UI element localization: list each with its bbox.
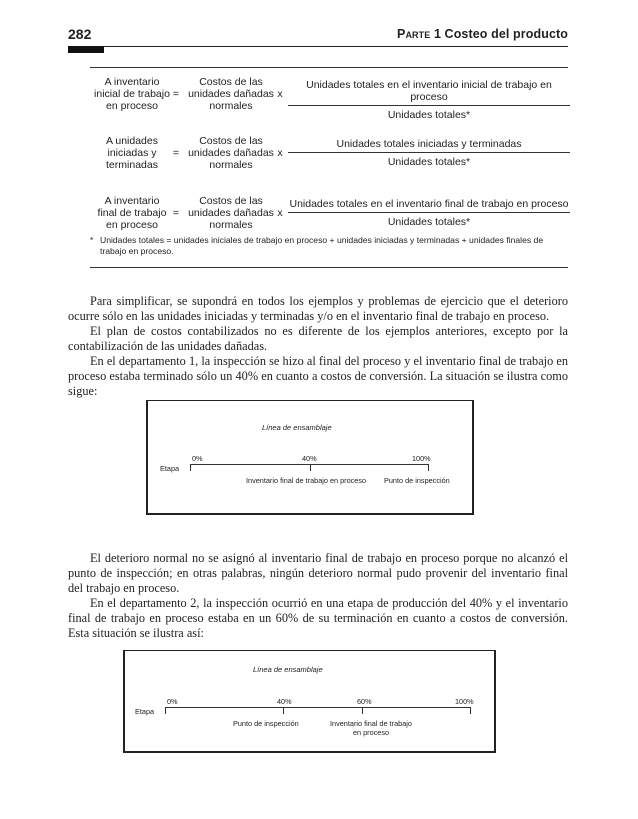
tick-100 <box>470 707 471 714</box>
fraction-numerator: Unidades totales en el inventario final de trabajo en proceso <box>288 198 570 213</box>
assembly-line <box>165 707 471 708</box>
formula-middle-term: Costos de las unidades dañadas normales <box>188 135 274 171</box>
times-sign: x <box>277 147 283 159</box>
paragraph-simplify: Para simplificar, se supondrá en todos los ejemplos y problemas de ejercicio que el deterioro ocurre sólo en las unidades iniciadas y terminadas y/o en el inventario final de trabajo en proceso. <box>68 294 568 324</box>
pct-60-label: 60% <box>357 697 372 706</box>
header-bar <box>68 46 104 53</box>
paragraph-department-1: En el departamento 1, la inspección se hizo al final del proceso y el inventario final de trabajo en proceso estaba terminado sólo un 40% en cuanto a costos de conversión. La situación se ilustra como sigue: <box>68 354 568 399</box>
paragraph-normal-spoilage: El deterioro normal no se asignó al inventario final de trabajo en proceso porque no alcanzó el punto de inspección; en otras palabras, ningún deterioro normal pudo provenir del inventario final del trabajo en proceso. <box>68 551 568 596</box>
fraction-numerator: Unidades totales iniciadas y terminadas <box>288 138 570 153</box>
part-title: 1 Costeo del producto <box>433 27 568 41</box>
formula-left-term: A unidades iniciadas y terminadas <box>106 135 158 171</box>
diagram-title: Línea de ensamblaje <box>262 423 332 432</box>
formula-middle-term: Costos de las unidades dañadas normales <box>188 195 274 231</box>
header-rule <box>68 46 568 47</box>
stage-label: Etapa <box>160 464 180 473</box>
equals-sign: = <box>172 207 180 219</box>
tick-0 <box>190 464 191 471</box>
times-sign: x <box>277 207 283 219</box>
formula-fraction <box>288 138 570 168</box>
inspection-point-label: Punto de inspección <box>233 719 299 728</box>
formula-middle-term: Costos de las unidades dañadas normales <box>188 76 274 112</box>
tick-40 <box>283 707 284 714</box>
equals-sign: = <box>172 147 180 159</box>
fraction-denominator: Unidades totales* <box>387 156 471 168</box>
paragraph-cost-plan: El plan de costos contabilizados no es diferente de los ejemplos anteriores, excepto por la contabilización de las unidades dañadas. <box>68 324 568 354</box>
fraction-denominator: Unidades totales* <box>387 109 471 121</box>
paragraph-department-2: En el departamento 2, la inspección ocurrió en una etapa de producción del 40% y el inventario final de trabajo en proceso estaba en un 60% de su terminación en cuanto a costos de conversión. Esta situación se ilustra así: <box>68 596 568 641</box>
pct-100-label: 100% <box>412 454 431 463</box>
pct-0-label: 0% <box>167 697 178 706</box>
formula-fraction <box>288 79 570 121</box>
pct-40-label: 40% <box>277 697 292 706</box>
stage-label: Etapa <box>135 707 155 716</box>
formula-fraction <box>288 198 570 228</box>
ending-wip-label: Inventario final de trabajo en proceso <box>246 476 367 485</box>
footnote-text: Unidades totales = unidades iniciales de trabajo en proceso + unidades iniciadas y terminadas + unidades finales de trabajo en proceso. <box>100 235 544 256</box>
tick-60 <box>362 707 363 714</box>
pct-40-label: 40% <box>302 454 317 463</box>
formula-left-term: A inventario final de trabajo en proceso <box>97 195 167 231</box>
inspection-point-label: Punto de inspección <box>384 476 450 485</box>
section-title <box>397 27 568 41</box>
pct-100-label: 100% <box>455 697 474 706</box>
diagram-title: Línea de ensamblaje <box>253 665 323 674</box>
footnote-marker: * <box>90 235 94 245</box>
formula-box-bottom-rule <box>90 267 568 268</box>
tick-0 <box>165 707 166 714</box>
pct-0-label: 0% <box>192 454 203 463</box>
ending-wip-label: Inventario final de trabajo en proceso <box>330 719 412 737</box>
formula-footnote <box>90 235 570 257</box>
tick-100 <box>428 464 429 471</box>
tick-40 <box>310 464 311 471</box>
fraction-numerator: Unidades totales en el inventario inicial de trabajo en proceso <box>288 79 570 106</box>
assembly-line-diagram-2 <box>123 650 496 753</box>
equals-sign: = <box>172 88 180 100</box>
page-number: 282 <box>68 26 92 42</box>
formula-box-top-rule <box>90 67 568 68</box>
times-sign: x <box>277 88 283 100</box>
formula-left-term: A inventario inicial de trabajo en proceso <box>94 76 170 112</box>
assembly-line-diagram-1 <box>146 400 474 515</box>
fraction-denominator: Unidades totales* <box>387 216 471 228</box>
part-label: Parte <box>397 27 431 41</box>
